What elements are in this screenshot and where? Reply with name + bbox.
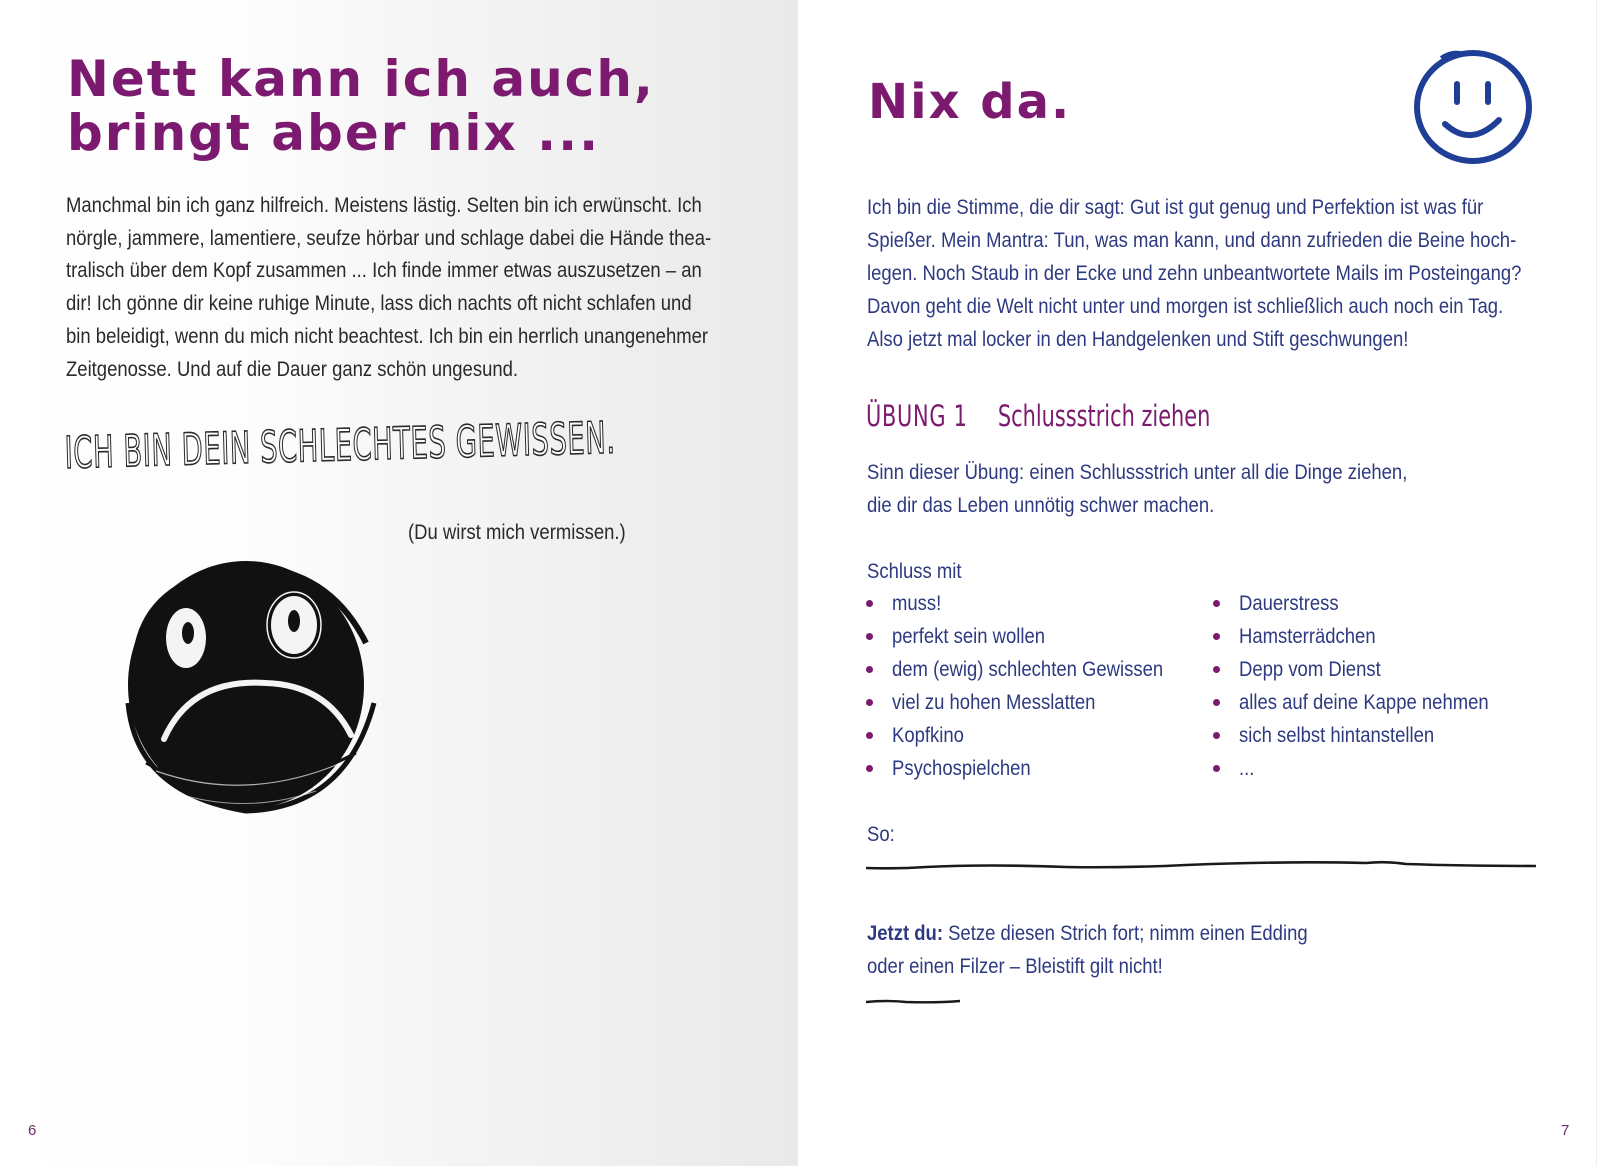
list-item: viel zu hohen Messlatten <box>866 686 1200 719</box>
list-item: Psychospielchen <box>866 752 1200 785</box>
body-line: legen. Noch Staub in der Ecke und zehn unbeantwortete Mails im Posteingang? <box>867 262 1522 285</box>
page-number-right: 7 <box>1561 1122 1570 1139</box>
right-body-text <box>867 191 1540 356</box>
left-page-title <box>67 52 655 160</box>
bullet-icon <box>1213 666 1220 673</box>
intro-line: Sinn dieser Übung: einen Schlussstrich unter all die Dinge ziehen, <box>867 461 1408 484</box>
bullet-icon <box>866 765 873 772</box>
list-item: Depp vom Dienst <box>1213 653 1523 686</box>
intro-line: die dir das Leben unnötig schwer machen. <box>867 494 1215 517</box>
body-line: nörgle, jammere, lamentiere, seufze hörbar und schlage dabei die Hände thea- <box>66 226 712 250</box>
handwritten-caption: ICH BIN DEIN SCHLECHTES GEWISSEN. <box>64 412 617 479</box>
instruction-line-2: oder einen Filzer – Bleistift gilt nicht! <box>867 955 1163 978</box>
body-line: dir! Ich gönne dir keine ruhige Minute, lass dich nachts oft nicht schlafen und <box>66 292 692 316</box>
sad-face-icon <box>116 553 384 821</box>
title-line-1: Nett kann ich auch, <box>67 50 655 108</box>
list-item: muss! <box>866 587 1200 620</box>
bullet-icon <box>1213 765 1220 772</box>
list-item: alles auf deine Kappe nehmen <box>1213 686 1523 719</box>
list-column-1 <box>866 587 1200 785</box>
list-item: Dauerstress <box>1213 587 1523 620</box>
bullet-icon <box>1213 732 1220 739</box>
title-line-2: bringt aber nix ... <box>67 104 601 162</box>
list-item: dem (ewig) schlechten Gewissen <box>866 653 1200 686</box>
exercise-title: Schlussstrich ziehen <box>997 399 1211 433</box>
bullet-icon <box>866 732 873 739</box>
body-line: Manchmal bin ich ganz hilfreich. Meistens lästig. Selten bin ich erwünscht. Ich <box>66 194 702 217</box>
aside-note: (Du wirst mich vermissen.) <box>408 521 626 544</box>
instruction-line-1: Jetzt du: Setze diesen Strich fort; nimm einen Edding <box>867 922 1308 945</box>
exercise-intro <box>867 456 1501 522</box>
exercise-number: ÜBUNG 1 <box>866 399 968 433</box>
list-item: Hamsterrädchen <box>1213 620 1523 653</box>
bullet-icon <box>1213 699 1220 706</box>
bullet-icon <box>866 699 873 706</box>
list-item: Kopfkino <box>866 719 1200 752</box>
right-page-title: Nix da. <box>868 74 1072 130</box>
body-line: Spießer. Mein Mantra: Tun, was man kann, und dann zufrieden die Beine hoch- <box>867 229 1517 252</box>
body-line: Also jetzt mal locker in den Handgelenken und Stift geschwungen! <box>867 328 1409 351</box>
list-item: ... <box>1213 752 1523 785</box>
list-item: sich selbst hintanstellen <box>1213 719 1523 752</box>
drawn-line <box>866 858 1536 874</box>
list-column-2 <box>1213 587 1523 785</box>
list-heading: Schluss mit <box>867 560 962 583</box>
left-body-text <box>66 190 735 386</box>
body-line: Zeitgenosse. Und auf die Dauer ganz schön ungesund. <box>66 357 519 381</box>
body-line: tralisch über dem Kopf zusammen ... Ich finde immer etwas auszusetzen – an <box>66 259 702 283</box>
body-line: Ich bin die Stimme, die dir sagt: Gut ist gut genug und Perfektion ist was für <box>867 196 1484 219</box>
so-label: So: <box>867 823 895 846</box>
instruction-bold: Jetzt du: <box>867 922 943 945</box>
bullet-icon <box>866 600 873 607</box>
left-page <box>0 0 798 1166</box>
bullet-icon <box>1213 600 1220 607</box>
body-line: Davon geht die Welt nicht unter und morgen ist schließlich auch noch ein Tag. <box>867 295 1504 318</box>
short-drawn-line <box>866 996 960 1006</box>
happy-face-icon <box>1411 44 1536 166</box>
exercise-heading <box>866 399 1210 433</box>
page-number-left: 6 <box>28 1122 37 1139</box>
list-item: perfekt sein wollen <box>866 620 1200 653</box>
bullet-icon <box>1213 633 1220 640</box>
instruction-text <box>867 917 1501 983</box>
body-line: bin beleidigt, wenn du mich nicht beachtest. Ich bin ein herrlich unangenehmer <box>66 324 709 348</box>
bullet-icon <box>866 666 873 673</box>
bullet-icon <box>866 633 873 640</box>
